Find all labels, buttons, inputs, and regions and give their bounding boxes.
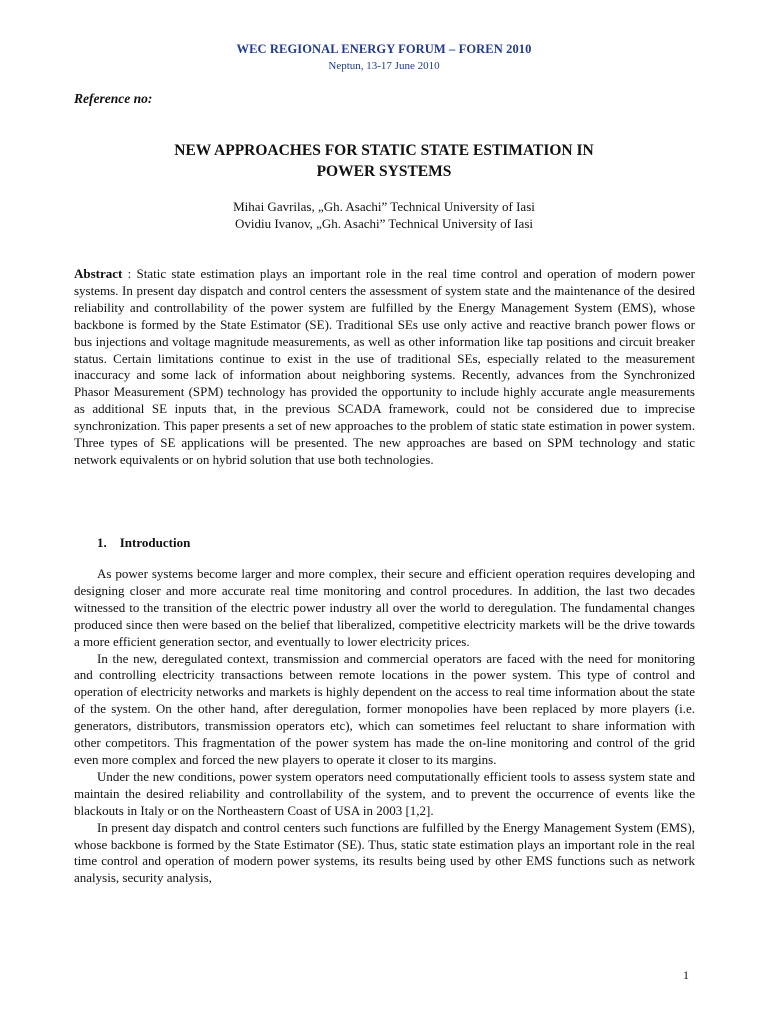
section-number: 1. xyxy=(97,535,107,550)
paragraph-3: Under the new conditions, power system operators need computationally efficient tools to assess system state and maintain the desired reliability and controllability of the system, and to prevent the occurrence of events like the blackouts in Italy or on the Northeastern Coast of USA in 2003 [1,2]. xyxy=(74,768,695,818)
conference-title: WEC REGIONAL ENERGY FORUM – FOREN 2010 xyxy=(236,42,532,56)
paper-title-line-2: POWER SYSTEMS xyxy=(316,163,452,180)
reference-label: Reference no: xyxy=(74,91,153,106)
paper-title xyxy=(74,140,694,182)
author-list xyxy=(74,198,694,232)
paragraph-1: As power systems become larger and more complex, their secure and efficient operation requires developing and designing closer and more accurate real time monitoring and control procedures. In addition, the last two decades witnessed to the transition of the electric power industry all over the world to deregulation. The fundamental changes produced since then were based on the belief that liberalized, competitive electricity markets will be the drive towards a more efficient generation sector, and eventually to lower electricity prices. xyxy=(74,566,695,649)
conference-date-location: Neptun, 13-17 June 2010 xyxy=(328,60,440,72)
abstract-label: Abstract xyxy=(74,266,123,281)
paragraph-2: In the new, deregulated context, transmission and commercial operators are faced with the need for monitoring and controlling electricity transactions between remote locations in the power system. This type of control and operation of electricity networks and markets is highly dependent on the access to real time information about the state of the system. On the other hand, after deregulation, former monopolies have been replaced by more players (i.e. generators, distributors, transmission operators etc), which can sometimes feel reluctant to share information with other competitors. This fragmentation of the power system has made the on-line monitoring and control of the grid even more complex and forced the new players to operate it closer to its margins. xyxy=(74,650,695,767)
author-2: Ovidiu Ivanov, „Gh. Asachi” Technical University of Iasi xyxy=(234,216,533,231)
author-1: Mihai Gavrilas, „Gh. Asachi” Technical University of Iasi xyxy=(233,199,535,214)
paragraph-4: In present day dispatch and control centers such functions are fulfilled by the Energy Management System (EMS), whose backbone is formed by the State Estimator (SE). Thus, static state estimation plays an important role in the real time control and operation of modern power systems, its results being used by other EMS functions such as network analysis, security analysis, xyxy=(74,819,695,886)
introduction-body xyxy=(74,566,695,887)
section-heading xyxy=(97,535,190,551)
abstract-text: : Static state estimation plays an important role in the real time control and operation of modern power systems. In present day dispatch and control centers the assessment of system state and the maintenance of the desired reliability and controllability of the power system are fulfilled by the Energy Management System (EMS), whose backbone is formed by the State Estimator (SE). Traditional SEs use only active and reactive branch power flows or bus injections and voltage magnitude measurements, as well as other information like tap positions and circuit breaker status. Certain limitations continue to exist in the use of traditional SEs, especially related to the measurement inaccuracy and some lack of information about neighboring systems. Recently, advances from the Synchronized Phasor Measurement (SPM) technology has provided the opportunity to include highly accurate angle measurements as additional SE inputs that, in the previous SCADA framework, could not be considered due to imprecise synchronization. This paper presents a set of new approaches to the problem of static state estimation in power system. Three types of SE applications will be presented. The new approaches are based on SPM technology and static network equivalents or on hybrid solution that use both technologies. xyxy=(74,266,695,467)
paper-title-line-1: NEW APPROACHES FOR STATIC STATE ESTIMATION IN xyxy=(174,142,594,159)
section-title: Introduction xyxy=(119,535,191,550)
page-number: 1 xyxy=(683,968,689,982)
abstract xyxy=(74,266,695,469)
